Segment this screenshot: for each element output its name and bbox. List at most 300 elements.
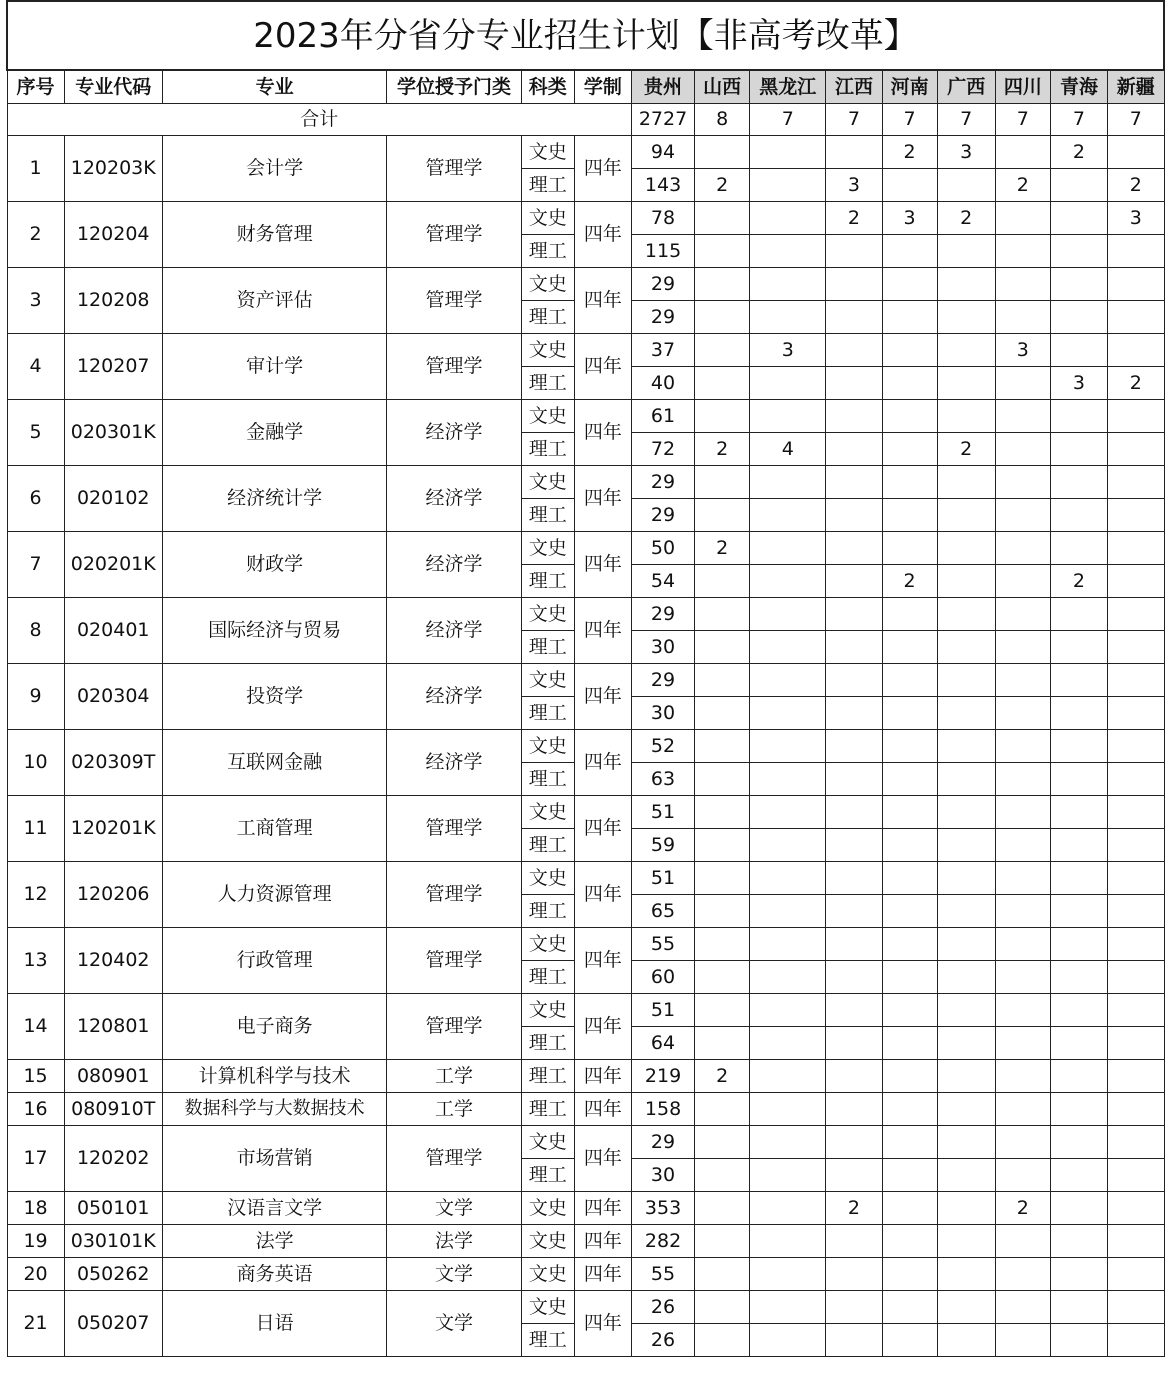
header-province: 广西 [937, 70, 995, 104]
quota-cell [1050, 598, 1107, 631]
quota-cell [882, 763, 937, 796]
quota-cell [1108, 565, 1164, 598]
quota-cell [826, 895, 882, 928]
quota-cell [995, 1027, 1050, 1060]
degree-category: 管理学 [387, 136, 521, 202]
quota-cell [1050, 334, 1107, 367]
major-name: 金融学 [162, 400, 387, 466]
row-seq: 16 [7, 1093, 64, 1126]
header-province: 贵州 [631, 70, 694, 104]
quota-cell [1050, 202, 1107, 235]
subject-type: 文史 [521, 928, 574, 961]
quota-cell [937, 1291, 995, 1324]
degree-category: 管理学 [387, 202, 521, 268]
subject-type: 文史 [521, 1291, 574, 1324]
quota-cell: 29 [631, 1126, 694, 1159]
quota-cell [695, 367, 750, 400]
row-seq: 21 [7, 1291, 64, 1357]
quota-cell [695, 631, 750, 664]
study-duration: 四年 [574, 466, 631, 532]
quota-cell [882, 862, 937, 895]
quota-cell [995, 1291, 1050, 1324]
quota-cell [1050, 664, 1107, 697]
major-name: 人力资源管理 [162, 862, 387, 928]
study-duration: 四年 [574, 730, 631, 796]
subject-type: 文史 [521, 268, 574, 301]
quota-cell [995, 730, 1050, 763]
quota-cell: 143 [631, 169, 694, 202]
quota-cell [882, 532, 937, 565]
total-row [7, 104, 1164, 136]
quota-cell [1108, 268, 1164, 301]
subject-type: 理工 [521, 1324, 574, 1357]
quota-cell: 94 [631, 136, 694, 169]
subject-type: 理工 [521, 697, 574, 730]
quota-cell [937, 1192, 995, 1225]
quota-cell [995, 532, 1050, 565]
degree-category: 管理学 [387, 268, 521, 334]
quota-cell [1050, 499, 1107, 532]
subject-type: 文史 [521, 598, 574, 631]
table-row [7, 796, 1164, 829]
quota-cell [695, 598, 750, 631]
quota-cell [750, 202, 826, 235]
quota-cell: 2 [1108, 367, 1164, 400]
subject-type: 文史 [521, 862, 574, 895]
row-seq: 12 [7, 862, 64, 928]
major-name: 审计学 [162, 334, 387, 400]
major-name: 资产评估 [162, 268, 387, 334]
quota-cell [1050, 466, 1107, 499]
quota-cell [1050, 961, 1107, 994]
major-code: 080910T [64, 1093, 162, 1126]
quota-cell [937, 829, 995, 862]
quota-cell: 55 [631, 928, 694, 961]
total-value: 7 [1108, 104, 1164, 136]
major-name: 日语 [162, 1291, 387, 1357]
quota-cell [882, 829, 937, 862]
quota-cell [937, 961, 995, 994]
quota-cell [937, 235, 995, 268]
quota-cell [750, 301, 826, 334]
study-duration: 四年 [574, 928, 631, 994]
quota-cell [882, 1027, 937, 1060]
quota-cell: 115 [631, 235, 694, 268]
quota-cell [995, 1324, 1050, 1357]
quota-cell: 3 [937, 136, 995, 169]
quota-cell [1108, 1093, 1164, 1126]
quota-cell [695, 697, 750, 730]
quota-cell [695, 1126, 750, 1159]
quota-cell [695, 1159, 750, 1192]
row-seq: 1 [7, 136, 64, 202]
quota-cell: 30 [631, 631, 694, 664]
quota-cell [882, 1093, 937, 1126]
quota-cell [826, 235, 882, 268]
major-code: 020301K [64, 400, 162, 466]
study-duration: 四年 [574, 1060, 631, 1093]
quota-cell [695, 796, 750, 829]
quota-cell [826, 829, 882, 862]
header-seq: 序号 [7, 70, 64, 104]
row-seq: 17 [7, 1126, 64, 1192]
subject-type: 文史 [521, 796, 574, 829]
row-seq: 18 [7, 1192, 64, 1225]
header-province: 新疆 [1108, 70, 1164, 104]
degree-category: 工学 [387, 1093, 521, 1126]
quota-cell [1108, 235, 1164, 268]
quota-cell [995, 994, 1050, 1027]
row-seq: 11 [7, 796, 64, 862]
quota-cell: 64 [631, 1027, 694, 1060]
quota-cell [882, 1324, 937, 1357]
row-seq: 6 [7, 466, 64, 532]
quota-cell [750, 961, 826, 994]
quota-cell [1050, 301, 1107, 334]
quota-cell [1050, 796, 1107, 829]
quota-cell: 158 [631, 1093, 694, 1126]
quota-cell [750, 565, 826, 598]
quota-cell [1108, 730, 1164, 763]
degree-category: 管理学 [387, 796, 521, 862]
quota-cell: 51 [631, 994, 694, 1027]
row-seq: 19 [7, 1225, 64, 1258]
quota-cell [695, 664, 750, 697]
study-duration: 四年 [574, 664, 631, 730]
subject-type: 理工 [521, 829, 574, 862]
quota-cell [882, 301, 937, 334]
quota-cell: 3 [1050, 367, 1107, 400]
major-name: 会计学 [162, 136, 387, 202]
quota-cell [826, 994, 882, 1027]
quota-cell [937, 697, 995, 730]
quota-cell [826, 664, 882, 697]
header-degree: 学位授予门类 [387, 70, 521, 104]
table-row [7, 1126, 1164, 1159]
major-name: 行政管理 [162, 928, 387, 994]
table-row [7, 400, 1164, 433]
quota-cell [826, 1291, 882, 1324]
quota-cell [937, 367, 995, 400]
quota-cell [695, 301, 750, 334]
quota-cell: 3 [995, 334, 1050, 367]
quota-cell [1050, 829, 1107, 862]
study-duration: 四年 [574, 1093, 631, 1126]
quota-cell [882, 994, 937, 1027]
header-province: 山西 [695, 70, 750, 104]
quota-cell [695, 565, 750, 598]
table-row [7, 466, 1164, 499]
quota-cell: 2 [1050, 565, 1107, 598]
quota-cell [995, 400, 1050, 433]
quota-cell [1050, 1291, 1107, 1324]
subject-type: 理工 [521, 895, 574, 928]
subject-type: 文史 [521, 994, 574, 1027]
quota-cell: 4 [750, 433, 826, 466]
quota-cell [695, 1192, 750, 1225]
quota-cell [695, 235, 750, 268]
quota-cell: 26 [631, 1324, 694, 1357]
table-row [7, 1192, 1164, 1225]
quota-cell [882, 730, 937, 763]
major-name: 计算机科学与技术 [162, 1060, 387, 1093]
quota-cell [882, 1225, 937, 1258]
quota-cell: 29 [631, 664, 694, 697]
subject-type: 文史 [521, 400, 574, 433]
table-row [7, 1291, 1164, 1324]
quota-cell [826, 136, 882, 169]
total-value: 7 [995, 104, 1050, 136]
study-duration: 四年 [574, 862, 631, 928]
quota-cell [937, 598, 995, 631]
quota-cell: 51 [631, 796, 694, 829]
header-duration: 学制 [574, 70, 631, 104]
quota-cell [1050, 1027, 1107, 1060]
quota-cell [1050, 169, 1107, 202]
row-seq: 7 [7, 532, 64, 598]
subject-type: 文史 [521, 532, 574, 565]
quota-cell [695, 400, 750, 433]
quota-cell [937, 994, 995, 1027]
quota-cell [1108, 994, 1164, 1027]
major-code: 120208 [64, 268, 162, 334]
major-code: 050262 [64, 1258, 162, 1291]
study-duration: 四年 [574, 400, 631, 466]
study-duration: 四年 [574, 532, 631, 598]
quota-cell: 51 [631, 862, 694, 895]
quota-cell: 65 [631, 895, 694, 928]
quota-cell [937, 1159, 995, 1192]
quota-cell [882, 235, 937, 268]
quota-cell [826, 400, 882, 433]
quota-cell [750, 763, 826, 796]
quota-cell [1108, 433, 1164, 466]
quota-cell [1050, 400, 1107, 433]
header-province: 黑龙江 [750, 70, 826, 104]
subject-type: 理工 [521, 1159, 574, 1192]
quota-cell [750, 1192, 826, 1225]
quota-cell [995, 664, 1050, 697]
quota-cell [937, 1027, 995, 1060]
quota-cell [937, 1126, 995, 1159]
quota-cell [826, 697, 882, 730]
quota-cell [995, 136, 1050, 169]
quota-cell [995, 1225, 1050, 1258]
quota-cell [750, 1324, 826, 1357]
quota-cell: 353 [631, 1192, 694, 1225]
degree-category: 经济学 [387, 532, 521, 598]
study-duration: 四年 [574, 1258, 631, 1291]
study-duration: 四年 [574, 1291, 631, 1357]
quota-cell [882, 928, 937, 961]
quota-cell [695, 730, 750, 763]
degree-category: 文学 [387, 1192, 521, 1225]
study-duration: 四年 [574, 334, 631, 400]
quota-cell: 40 [631, 367, 694, 400]
degree-category: 文学 [387, 1258, 521, 1291]
header-major: 专业 [162, 70, 387, 104]
quota-cell [1108, 1159, 1164, 1192]
quota-cell: 50 [631, 532, 694, 565]
header-province: 江西 [826, 70, 882, 104]
quota-cell [826, 598, 882, 631]
quota-cell: 3 [826, 169, 882, 202]
quota-cell [1050, 532, 1107, 565]
quota-cell [826, 499, 882, 532]
quota-cell [1050, 895, 1107, 928]
row-seq: 9 [7, 664, 64, 730]
quota-cell [1050, 268, 1107, 301]
quota-cell [995, 598, 1050, 631]
quota-cell: 2 [1108, 169, 1164, 202]
quota-cell [995, 631, 1050, 664]
quota-cell [882, 169, 937, 202]
table-row [7, 598, 1164, 631]
subject-type: 理工 [521, 631, 574, 664]
major-name: 电子商务 [162, 994, 387, 1060]
subject-type: 理工 [521, 169, 574, 202]
quota-cell: 60 [631, 961, 694, 994]
subject-type: 理工 [521, 763, 574, 796]
quota-cell [882, 1291, 937, 1324]
quota-cell [1108, 829, 1164, 862]
enrollment-plan-table [6, 0, 1165, 1357]
quota-cell: 2 [882, 565, 937, 598]
subject-type: 文史 [521, 334, 574, 367]
quota-cell [826, 367, 882, 400]
quota-cell: 55 [631, 1258, 694, 1291]
quota-cell [882, 466, 937, 499]
quota-cell [750, 136, 826, 169]
quota-cell [1108, 334, 1164, 367]
header-province: 河南 [882, 70, 937, 104]
quota-cell [826, 862, 882, 895]
table-row [7, 1060, 1164, 1093]
quota-cell [882, 334, 937, 367]
quota-cell [937, 565, 995, 598]
table-row [7, 1225, 1164, 1258]
subject-type: 理工 [521, 961, 574, 994]
quota-cell: 30 [631, 1159, 694, 1192]
quota-cell [937, 631, 995, 664]
quota-cell [750, 598, 826, 631]
quota-cell: 282 [631, 1225, 694, 1258]
quota-cell [1050, 994, 1107, 1027]
quota-cell [750, 1225, 826, 1258]
header-code: 专业代码 [64, 70, 162, 104]
major-code: 050101 [64, 1192, 162, 1225]
quota-cell [1108, 763, 1164, 796]
table-row [7, 334, 1164, 367]
quota-cell [1108, 664, 1164, 697]
major-code: 080901 [64, 1060, 162, 1093]
quota-cell [937, 499, 995, 532]
degree-category: 管理学 [387, 334, 521, 400]
quota-cell: 219 [631, 1060, 694, 1093]
subject-type: 理工 [521, 433, 574, 466]
study-duration: 四年 [574, 1126, 631, 1192]
quota-cell: 37 [631, 334, 694, 367]
quota-cell [1108, 466, 1164, 499]
quota-cell: 2 [695, 1060, 750, 1093]
major-name: 国际经济与贸易 [162, 598, 387, 664]
quota-cell [995, 697, 1050, 730]
row-seq: 2 [7, 202, 64, 268]
quota-cell [882, 1258, 937, 1291]
quota-cell [1050, 697, 1107, 730]
quota-cell [695, 202, 750, 235]
total-value: 7 [882, 104, 937, 136]
quota-cell: 2 [882, 136, 937, 169]
degree-category: 经济学 [387, 730, 521, 796]
quota-cell: 2 [937, 202, 995, 235]
quota-cell [882, 796, 937, 829]
quota-cell [995, 235, 1050, 268]
page-title: 2023年分省分专业招生计划【非高考改革】 [7, 1, 1164, 70]
table-row [7, 1093, 1164, 1126]
header-row [7, 70, 1164, 104]
major-name: 法学 [162, 1225, 387, 1258]
quota-cell [1108, 1126, 1164, 1159]
table-row [7, 664, 1164, 697]
quota-cell [995, 1159, 1050, 1192]
quota-cell: 3 [750, 334, 826, 367]
quota-cell [826, 565, 882, 598]
quota-cell [1108, 1324, 1164, 1357]
quota-cell [826, 532, 882, 565]
major-name: 市场营销 [162, 1126, 387, 1192]
quota-cell [1108, 895, 1164, 928]
study-duration: 四年 [574, 796, 631, 862]
quota-cell [695, 895, 750, 928]
degree-category: 工学 [387, 1060, 521, 1093]
quota-cell [750, 994, 826, 1027]
quota-cell [937, 334, 995, 367]
quota-cell [882, 1060, 937, 1093]
quota-cell [995, 202, 1050, 235]
quota-cell [882, 268, 937, 301]
quota-cell [750, 1093, 826, 1126]
quota-cell [750, 895, 826, 928]
study-duration: 四年 [574, 1192, 631, 1225]
quota-cell [750, 697, 826, 730]
quota-cell [695, 994, 750, 1027]
quota-cell [937, 763, 995, 796]
total-value: 7 [1050, 104, 1107, 136]
degree-category: 管理学 [387, 928, 521, 994]
quota-cell [695, 136, 750, 169]
quota-cell [1050, 1159, 1107, 1192]
quota-cell [1108, 598, 1164, 631]
quota-cell [695, 1027, 750, 1060]
major-code: 020309T [64, 730, 162, 796]
quota-cell [695, 1291, 750, 1324]
total-label: 合计 [7, 104, 631, 136]
quota-cell [1050, 1192, 1107, 1225]
quota-cell: 26 [631, 1291, 694, 1324]
study-duration: 四年 [574, 136, 631, 202]
major-code: 020304 [64, 664, 162, 730]
study-duration: 四年 [574, 268, 631, 334]
major-code: 120207 [64, 334, 162, 400]
subject-type: 理工 [521, 367, 574, 400]
degree-category: 管理学 [387, 994, 521, 1060]
quota-cell [937, 796, 995, 829]
quota-cell [826, 433, 882, 466]
header-subject: 科类 [521, 70, 574, 104]
quota-cell [882, 433, 937, 466]
study-duration: 四年 [574, 1225, 631, 1258]
